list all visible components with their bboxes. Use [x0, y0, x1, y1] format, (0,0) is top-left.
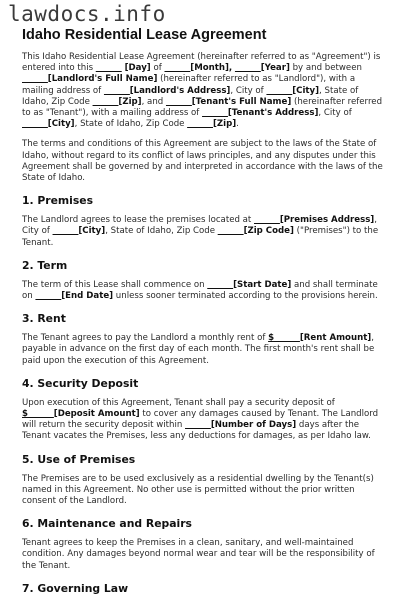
- section-heading-use-of-premises: 5. Use of Premises: [22, 452, 136, 466]
- intro-text: , City of: [318, 108, 352, 119]
- intro-text: (hereinafter referred to as "Landlord"), with a mailing address of: [22, 74, 356, 96]
- blank-year: ______[Year]: [234, 63, 290, 74]
- intro-text: , State of Idaho, Zip Code: [22, 85, 359, 107]
- premises-paragraph: The Landlord agrees to lease the premises located at ______[Premises Address], City of ______[City], State of Idaho, Zip Code ______[Zip Code] ("Premises") to the Tenant.: [22, 215, 379, 248]
- blank-number-of-days: ______[Number of Days]: [185, 420, 297, 431]
- intro-text: , City of: [230, 85, 267, 96]
- intro-text: (hereinafter referred to as "Tenant"), with a mailing address of: [22, 96, 383, 119]
- blank-deposit-amount: $______[Deposit Amount]: [22, 409, 140, 420]
- section-heading-security-deposit: 4. Security Deposit: [22, 376, 139, 390]
- intro-text: This Idaho Residential Lease Agreement (hereinafter referred to as "Agreement") is entered into this: [22, 52, 381, 74]
- rent-paragraph: The Tenant agrees to pay the Landlord a monthly rent of $______[Rent Amount], payable in advance on the first day of each month. The first month's rent shall be paid upon the execution of this Agreement.: [22, 333, 375, 366]
- intro-paragraph: This Idaho Residential Lease Agreement (hereinafter referred to as "Agreement") is entered into this ______ [Day] of ______[Month], ______[Year] by and between ______[Landlord's Full Name] (hereinafter referred to as "Landlord"), with a mailing address of ______[Landlord's Address], City of ______[City], State of Idaho, Zip Code ______[Zip], and ______[Tenant's Full Name] (hereinafter referred to as "Tenant"), with a mailing address of ______[Tenant's Address], City of ______[City], State of Idaho, Zip Code ______[Zip].: [22, 52, 383, 130]
- section-heading-maintenance: 6. Maintenance and Repairs: [22, 517, 192, 531]
- term-paragraph: The term of this Lease shall commence on ______[Start Date] and shall terminate on ______[End Date] unless sooner terminated according to the provisions herein.: [22, 279, 378, 302]
- site-logo: lawdocs.info: [8, 2, 166, 26]
- blank-landlord-address: ______[Landlord's Address]: [103, 85, 231, 96]
- blank-tenant-address: ______[Tenant's Address]: [202, 108, 319, 119]
- document-body: [22, 52, 384, 595]
- section-heading-rent: 3. Rent: [22, 312, 66, 326]
- blank-end-date: ______[End Date]: [35, 291, 114, 302]
- blank-rent-amount: $______[Rent Amount]: [268, 333, 372, 344]
- blank-zip: ______[Zip]: [187, 119, 237, 130]
- blank-start-date: ______[Start Date]: [207, 279, 292, 290]
- blank-zip-code: ______[Zip Code]: [217, 226, 294, 237]
- blank-city: ______[City]: [52, 226, 106, 237]
- blank-city: ______[City]: [22, 119, 75, 130]
- blank-month: ______[Month],: [164, 63, 233, 74]
- blank-landlord-name: ______[Landlord's Full Name]: [22, 74, 158, 85]
- document-title: Idaho Residential Lease Agreement: [22, 27, 267, 43]
- blank-zip: ______[Zip]: [92, 96, 142, 107]
- intro-text: of: [150, 63, 165, 74]
- blank-tenant-name: ______[Tenant's Full Name]: [165, 96, 292, 107]
- blank-premises-address: ______[Premises Address]: [254, 215, 375, 226]
- use-paragraph: The Premises are to be used exclusively as a residential dwelling by the Tenant(s) named in this Agreement. No other use is permitted without the prior written consent of the Landlord.: [22, 473, 374, 507]
- governing-intro-paragraph: The terms and conditions of this Agreement are subject to the laws of the State of Idaho, without regard to its conflict of laws principles, and any disputes under this Agreement shall be governed by and interpreted in accordance with the laws of the State of Idaho.: [22, 139, 383, 184]
- intro-text: by and between: [289, 63, 362, 74]
- section-heading-term: 2. Term: [22, 258, 68, 272]
- maintenance-paragraph: Tenant agrees to keep the Premises in a clean, sanitary, and well-maintained condition. Any damages beyond normal wear and tear will be the responsibility of the Tenant.: [22, 538, 375, 571]
- intro-text: , and: [141, 96, 166, 107]
- blank-city: ______[City]: [266, 85, 320, 96]
- section-heading-governing-law: 7. Governing Law: [22, 581, 129, 595]
- section-heading-premises: 1. Premises: [22, 194, 94, 208]
- intro-text: , State of Idaho, Zip Code: [74, 119, 188, 130]
- blank-day: ______ [Day]: [95, 63, 151, 74]
- deposit-paragraph: Upon execution of this Agreement, Tenant shall pay a security deposit of $______[Deposit Amount] to cover any damages caused by Tenant. The Landlord will return the security deposit within ______[Number of Days] days after the Tenant vacates the Premises, less any deductions for damages, as per Idaho law.: [22, 397, 379, 442]
